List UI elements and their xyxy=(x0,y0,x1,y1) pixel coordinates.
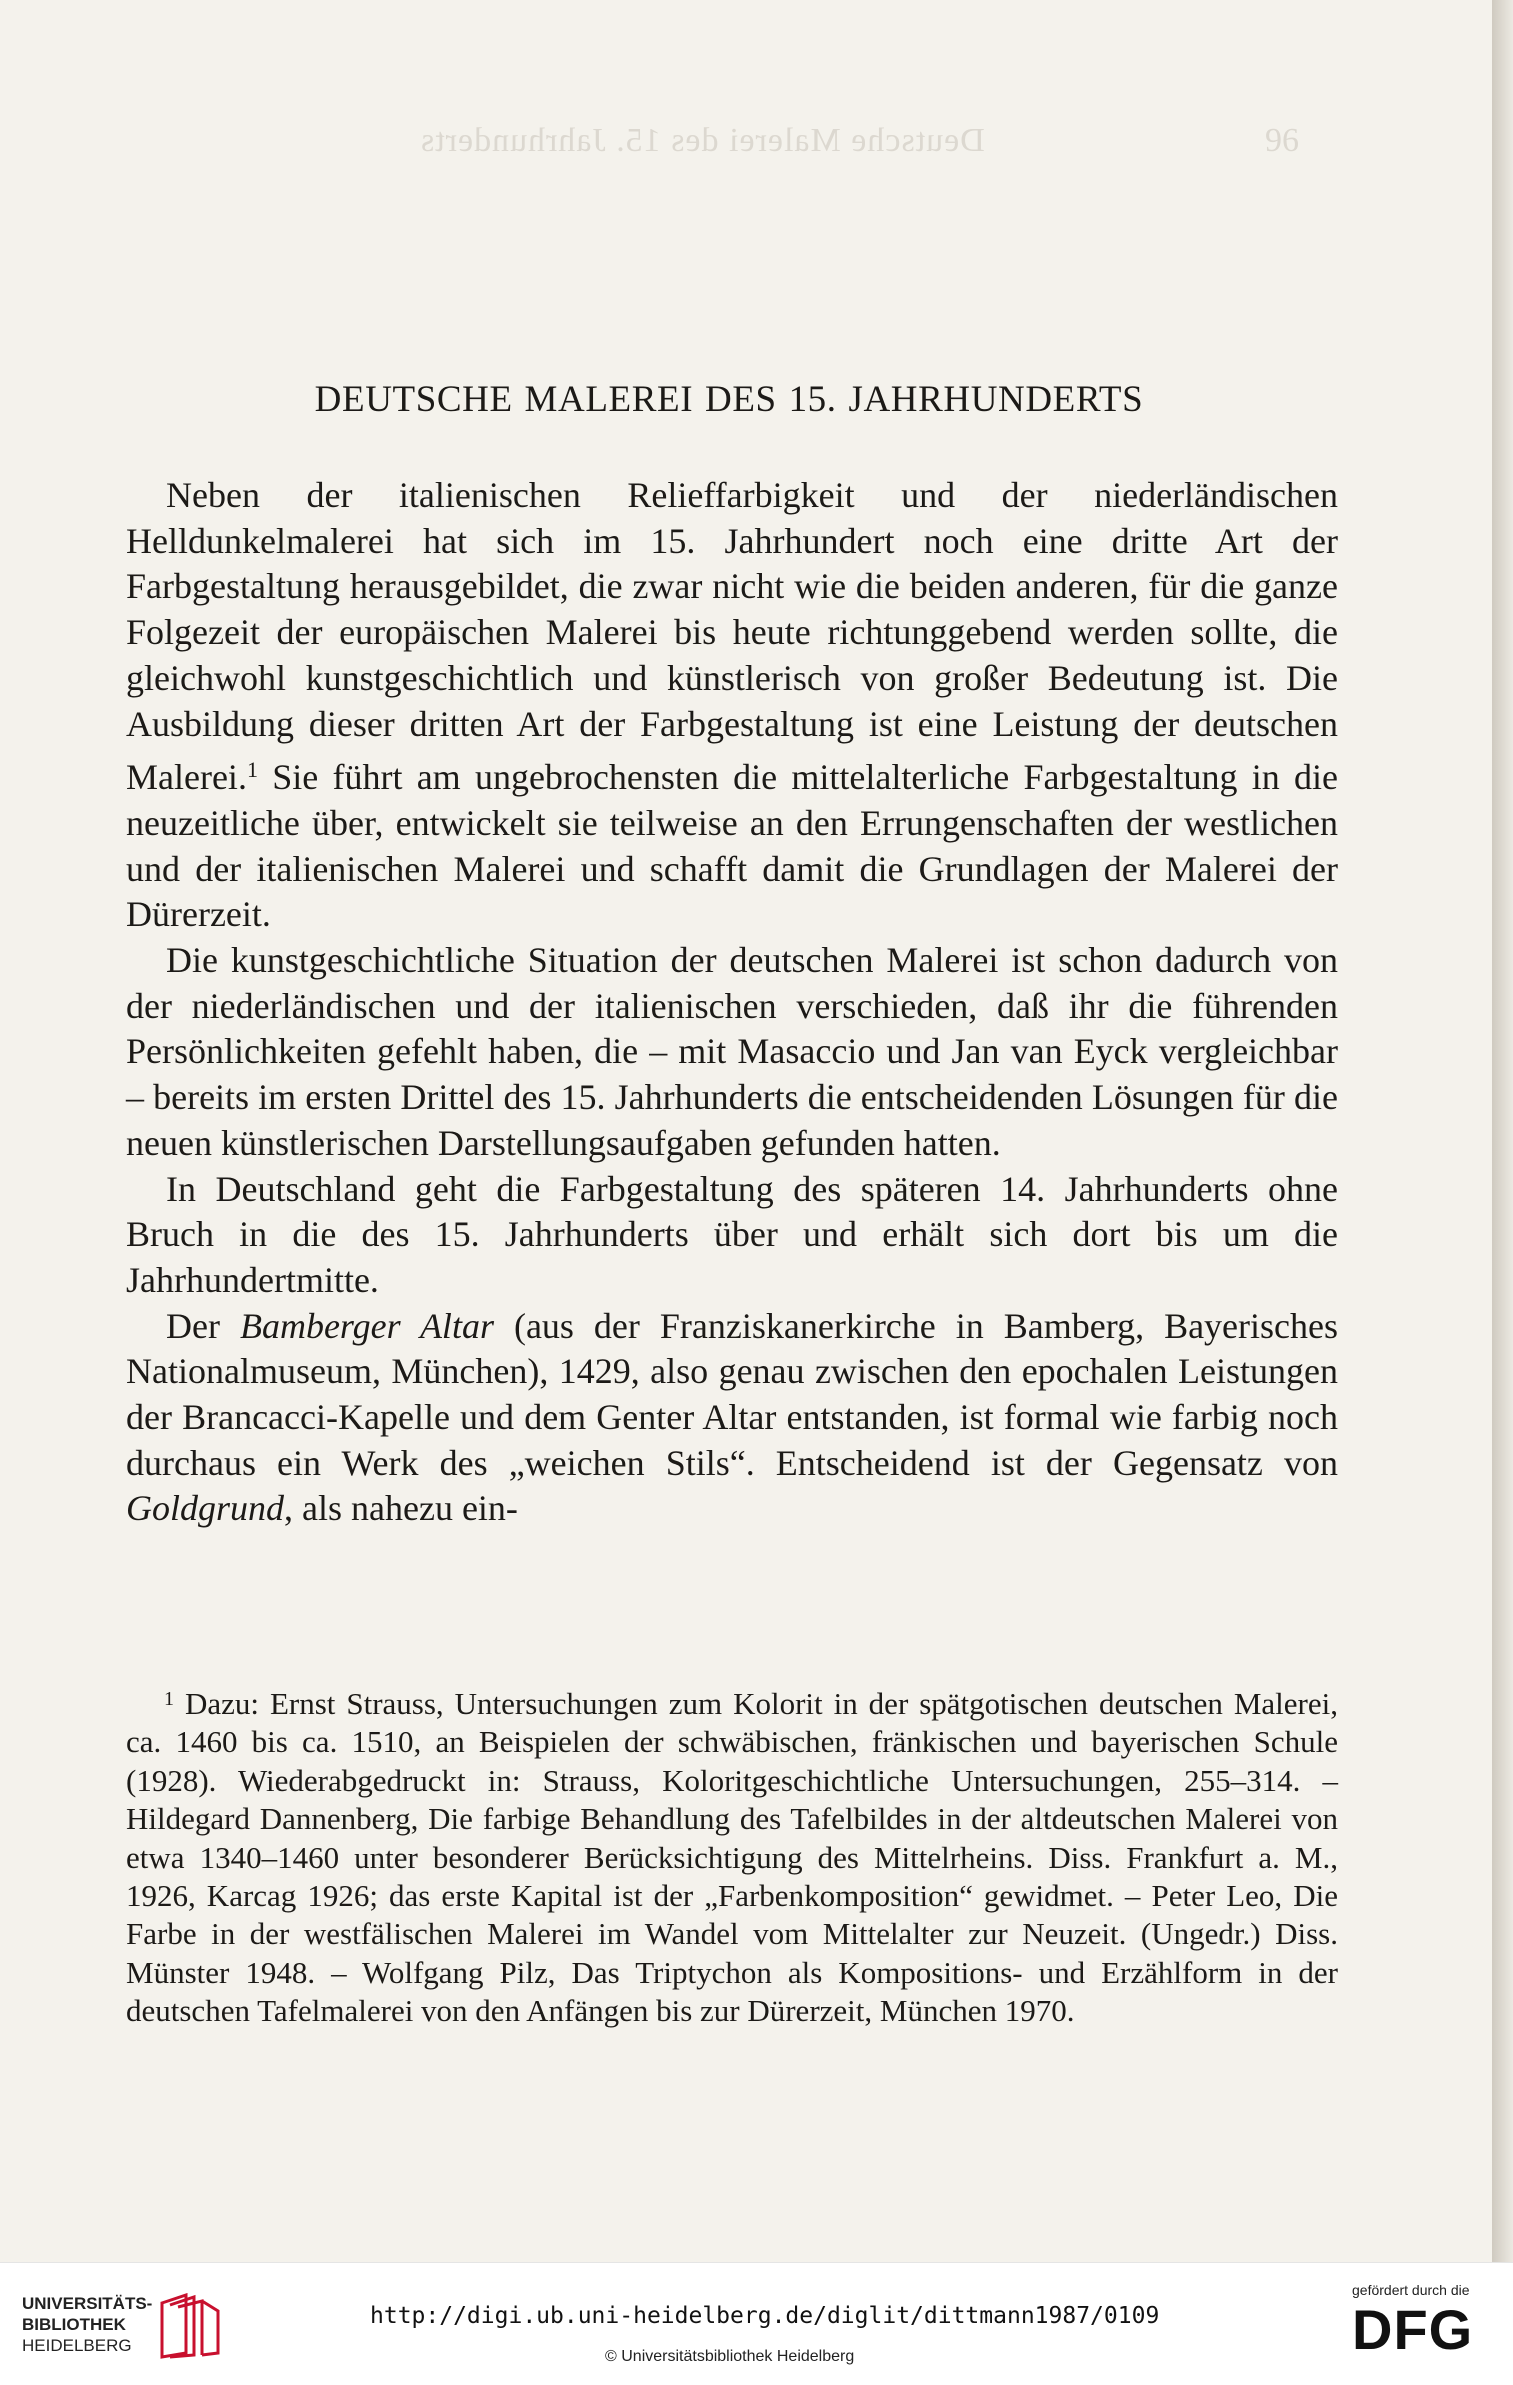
library-logo[interactable] xyxy=(22,2293,222,2373)
footnote-mark: 1 xyxy=(164,1688,174,1710)
dfg-logo[interactable]: DFG xyxy=(1352,2298,1474,2361)
copyright-notice: © Universitätsbibliothek Heidelberg xyxy=(605,2348,855,2365)
logo-line-3: HEIDELBERG xyxy=(22,2336,132,2355)
paragraph-4: Der Bamberger Altar (aus der Franziskanerkirche in Bamberg, Bayerisches Nationalmuseum, München), 1429, also genau zwischen den epochalen Leistungen der Brancacci-Kapelle und dem Genter Altar entstanden, ist formal wie farbig noch durchaus ein Werk des „weichen Stils“. Entscheidend ist der Gegensatz von Goldgrund, als nahezu ein- xyxy=(126,1305,1339,1529)
paragraph-2: Die kunstgeschichtliche Situation der deutschen Malerei ist schon dadurch von der niederländischen und der italienischen verschieden, daß ihr die führenden Persönlichkeiten gefehlt haben, die – mit Masaccio und Jan van Eyck vergleichbar – bereits im ersten Drittel des 15. Jahrhunderts die entscheidenden Lösungen für die neuen künstlerischen Darstellungsaufgaben gefunden hatten. xyxy=(126,940,1338,1163)
library-logo-icon xyxy=(156,2293,226,2359)
body-text xyxy=(126,473,1338,1532)
footnote-reference[interactable]: 1 xyxy=(246,757,258,783)
term-goldgrund: Goldgrund xyxy=(126,1488,285,1529)
footnote: $^1$ Dazu: Ernst Strauss, Untersuchungen zum Kolorit in der spätgotischen deutschen Malerei, ca. 1460 bis ca. 1510, an Beispielen der schwäbischen, fränkischen und bayerischen Schule (1928). Wiederabgedruckt in: Strauss, Koloritgeschichtliche Untersuchungen, 255–314. – Hildegard Dannenberg, Die farbige Behandlung des Tafelbildes in der altdeutschen Malerei von etwa 1340–1460 unter besonderer Berücksichtigung des Mittelrheins. Diss. Frankfurt a. M., 1926, Karcag 1926; das erste Kapital ist der „Farbenkomposition“ gewidmet. – Peter Leo, Die Farbe in der westfälischen Malerei im Wandel vom Mittelalter zur Neuzeit. (Ungedr.) Diss. Münster 1948. – Wolfgang Pilz, Das Triptychon als Kompositions- und Erzählform in der deutschen Tafelmalerei von den Anfängen bis zur Dürerzeit, München 1970. xyxy=(126,1686,1338,2029)
chapter-heading: DEUTSCHE MALEREI DES 15. JAHRHUNDERTS xyxy=(314,379,1144,420)
paragraph-1: Neben der italienischen Relieffarbigkeit und der niederländischen Helldunkelmalerei hat sich im 15. Jahrhundert noch eine dritte Art der Farbgestaltung herausgebildet, die zwar nicht wie die beiden anderen, für die ganze Folgezeit der europäischen Malerei bis heute richtunggebend werden sollte, die gleichwohl kunstgeschichtlich und künstlerisch von großer Bedeutung ist. Die Ausbildung dieser dritten Art der Farbgestaltung ist eine Leistung der deutschen Malerei.$^1$ Sie führt am ungebrochensten die mittelalterliche Farbgestaltung in die neuzeitliche über, entwickelt sie teilweise an den Errungenschaften der westlichen und der italienischen Malerei und schafft damit die Grundlagen der Malerei der Dürerzeit. xyxy=(126,475,1338,935)
funded-by-label: gefördert durch die xyxy=(1352,2282,1470,2298)
bleed-through-header: Deutsche Malerei des 15. Jahrhunderts xyxy=(420,122,985,159)
bleed-through-page-number: 96 xyxy=(1265,122,1299,159)
logo-line-2: BIBLIOTHEK xyxy=(22,2315,126,2334)
paragraph-3: In Deutschland geht die Farbgestaltung des späteren 14. Jahrhunderts ohne Bruch in die des 15. Jahrhunderts über und erhält sich dort bis um die Jahrhundertmitte. xyxy=(126,1168,1338,1300)
permalink-url[interactable]: http://digi.ub.uni-heidelberg.de/diglit/dittmann1987/0109 xyxy=(370,2303,1160,2329)
logo-line-1: UNIVERSITÄTS- xyxy=(22,2294,153,2313)
page-edge-shadow xyxy=(1492,0,1513,2262)
work-title-bamberger-altar: Bamberger Altar xyxy=(239,1305,494,1346)
